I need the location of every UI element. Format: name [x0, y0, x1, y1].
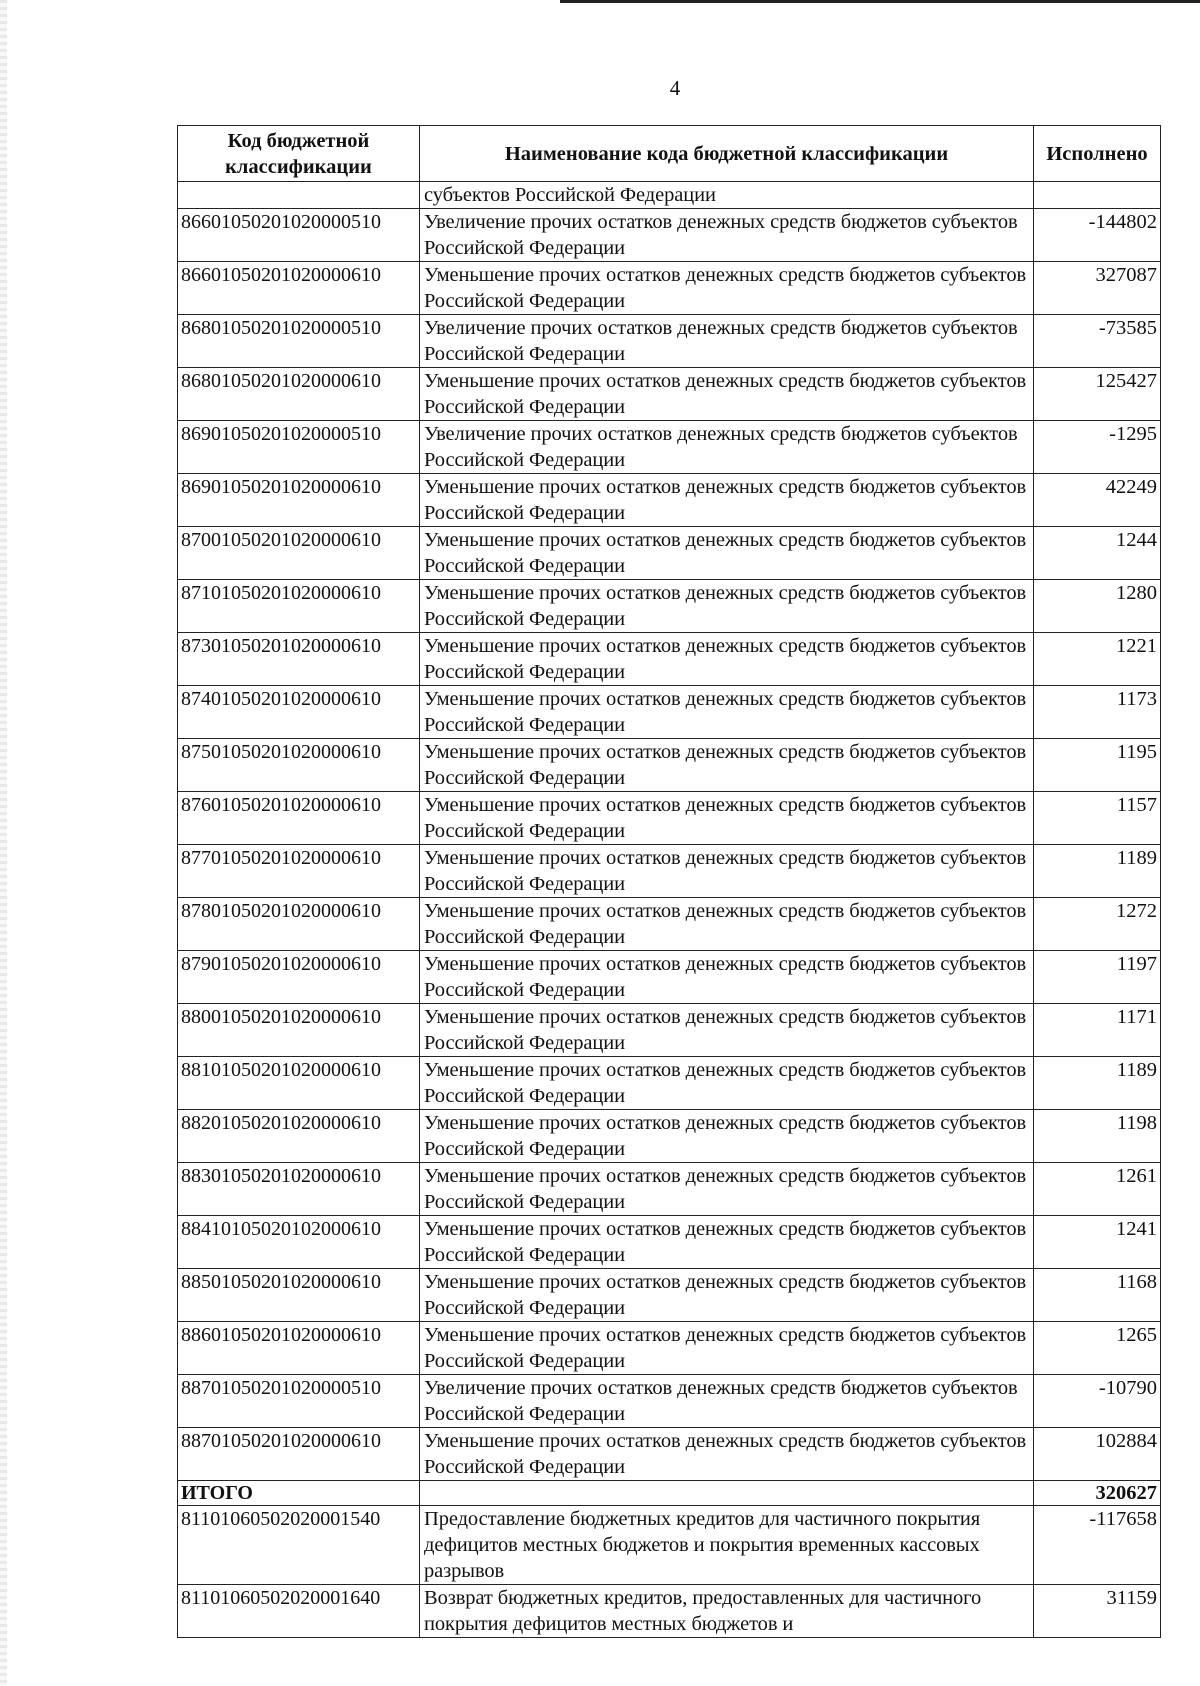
- amount-cell: 1244: [1034, 527, 1161, 580]
- amount-cell: 1241: [1034, 1216, 1161, 1269]
- table-row: [178, 421, 1161, 474]
- amount-cell: -1295: [1034, 421, 1161, 474]
- code-cell: 88501050201020000610: [178, 1269, 420, 1322]
- total-amount: 320627: [1034, 1481, 1161, 1506]
- code-cell: 86901050201020000610: [178, 474, 420, 527]
- code-cell: 87601050201020000610: [178, 792, 420, 845]
- scan-edge: [0, 0, 7, 1686]
- name-cell: Уменьшение прочих остатков денежных средств бюджетов субъектов Российской Федерации: [420, 474, 1034, 527]
- code-cell: 87801050201020000610: [178, 898, 420, 951]
- amount-cell: 1173: [1034, 686, 1161, 739]
- name-cell: Уменьшение прочих остатков денежных средств бюджетов субъектов Российской Федерации: [420, 1216, 1034, 1269]
- code-cell: 87101050201020000610: [178, 580, 420, 633]
- name-cell: Уменьшение прочих остатков денежных средств бюджетов субъектов Российской Федерации: [420, 1322, 1034, 1375]
- page-number: 4: [669, 76, 681, 100]
- table-body-after-total: [178, 1506, 1161, 1638]
- name-cell: Уменьшение прочих остатков денежных средств бюджетов субъектов Российской Федерации: [420, 1057, 1034, 1110]
- name-cell: Уменьшение прочих остатков денежных средств бюджетов субъектов Российской Федерации: [420, 527, 1034, 580]
- table-row: [178, 1004, 1161, 1057]
- amount-cell: 1171: [1034, 1004, 1161, 1057]
- table-row: [178, 739, 1161, 792]
- table-row: [178, 686, 1161, 739]
- header-code: Код бюджетной классификации: [178, 126, 420, 182]
- code-cell: 88410105020102000610: [178, 1216, 420, 1269]
- table-row: [178, 898, 1161, 951]
- name-cell: Предоставление бюджетных кредитов для частичного покрытия дефицитов местных бюджетов и покрытия временных кассовых разрывов: [420, 1506, 1034, 1585]
- amount-cell: 1168: [1034, 1269, 1161, 1322]
- amount-cell: 42249: [1034, 474, 1161, 527]
- table-header-row: [178, 126, 1161, 182]
- name-cell: Уменьшение прочих остатков денежных средств бюджетов субъектов Российской Федерации: [420, 1004, 1034, 1057]
- total-row: [178, 1481, 1161, 1506]
- table-row: [178, 262, 1161, 315]
- name-cell: Уменьшение прочих остатков денежных средств бюджетов субъектов Российской Федерации: [420, 845, 1034, 898]
- amount-cell: -144802: [1034, 209, 1161, 262]
- amount-cell: 1280: [1034, 580, 1161, 633]
- amount-cell: 31159: [1034, 1585, 1161, 1638]
- code-cell: 86601050201020000610: [178, 262, 420, 315]
- amount-cell: 1189: [1034, 1057, 1161, 1110]
- table-row: [178, 209, 1161, 262]
- table-row: [178, 633, 1161, 686]
- table-row: [178, 368, 1161, 421]
- code-cell: 88101050201020000610: [178, 1057, 420, 1110]
- code-cell: 87001050201020000610: [178, 527, 420, 580]
- amount-cell: -117658: [1034, 1506, 1161, 1585]
- code-cell: 87401050201020000610: [178, 686, 420, 739]
- table-row: [178, 1322, 1161, 1375]
- name-cell: Уменьшение прочих остатков денежных средств бюджетов субъектов Российской Федерации: [420, 686, 1034, 739]
- code-cell: [178, 182, 420, 209]
- table-row: [178, 1163, 1161, 1216]
- total-section: [178, 1481, 1161, 1506]
- scan-top-line: [560, 0, 1200, 3]
- table-row: [178, 1216, 1161, 1269]
- amount-cell: -10790: [1034, 1375, 1161, 1428]
- name-cell: Уменьшение прочих остатков денежных средств бюджетов субъектов Российской Федерации: [420, 580, 1034, 633]
- amount-cell: 1272: [1034, 898, 1161, 951]
- table-row: [178, 527, 1161, 580]
- amount-cell: 1221: [1034, 633, 1161, 686]
- name-cell: Уменьшение прочих остатков денежных средств бюджетов субъектов Российской Федерации: [420, 951, 1034, 1004]
- amount-cell: [1034, 182, 1161, 209]
- table-row: [178, 1375, 1161, 1428]
- table-row: [178, 792, 1161, 845]
- table-row: [178, 1585, 1161, 1638]
- header-executed: Исполнено: [1034, 126, 1161, 182]
- table-row: [178, 845, 1161, 898]
- name-cell: Уменьшение прочих остатков денежных средств бюджетов субъектов Российской Федерации: [420, 792, 1034, 845]
- total-name: [420, 1481, 1034, 1506]
- name-cell: Увеличение прочих остатков денежных средств бюджетов субъектов Российской Федерации: [420, 315, 1034, 368]
- amount-cell: 125427: [1034, 368, 1161, 421]
- amount-cell: 1195: [1034, 739, 1161, 792]
- name-cell: Уменьшение прочих остатков денежных средств бюджетов субъектов Российской Федерации: [420, 1163, 1034, 1216]
- amount-cell: 1198: [1034, 1110, 1161, 1163]
- name-cell: Увеличение прочих остатков денежных средств бюджетов субъектов Российской Федерации: [420, 1375, 1034, 1428]
- header-name: Наименование кода бюджетной классификации: [420, 126, 1034, 182]
- amount-cell: 102884: [1034, 1428, 1161, 1481]
- name-cell: субъектов Российской Федерации: [420, 182, 1034, 209]
- code-cell: 81101060502020001640: [178, 1585, 420, 1638]
- amount-cell: 1157: [1034, 792, 1161, 845]
- table-body: [178, 182, 1161, 1481]
- name-cell: Уменьшение прочих остатков денежных средств бюджетов субъектов Российской Федерации: [420, 739, 1034, 792]
- amount-cell: 1197: [1034, 951, 1161, 1004]
- name-cell: Уменьшение прочих остатков денежных средств бюджетов субъектов Российской Федерации: [420, 1110, 1034, 1163]
- code-cell: 88701050201020000510: [178, 1375, 420, 1428]
- name-cell: Увеличение прочих остатков денежных средств бюджетов субъектов Российской Федерации: [420, 421, 1034, 474]
- code-cell: 88001050201020000610: [178, 1004, 420, 1057]
- code-cell: 88301050201020000610: [178, 1163, 420, 1216]
- code-cell: 87501050201020000610: [178, 739, 420, 792]
- table-row: [178, 1269, 1161, 1322]
- code-cell: 86801050201020000610: [178, 368, 420, 421]
- name-cell: Уменьшение прочих остатков денежных средств бюджетов субъектов Российской Федерации: [420, 898, 1034, 951]
- budget-table: [177, 125, 1161, 1638]
- table-row: [178, 474, 1161, 527]
- code-cell: 88701050201020000610: [178, 1428, 420, 1481]
- table-row: [178, 1110, 1161, 1163]
- name-cell: Уменьшение прочих остатков денежных средств бюджетов субъектов Российской Федерации: [420, 1428, 1034, 1481]
- code-cell: 86601050201020000510: [178, 209, 420, 262]
- name-cell: Возврат бюджетных кредитов, предоставленных для частичного покрытия дефицитов местных бюджетов и: [420, 1585, 1034, 1638]
- name-cell: Уменьшение прочих остатков денежных средств бюджетов субъектов Российской Федерации: [420, 262, 1034, 315]
- table-row: [178, 182, 1161, 209]
- code-cell: 88201050201020000610: [178, 1110, 420, 1163]
- amount-cell: 1265: [1034, 1322, 1161, 1375]
- amount-cell: -73585: [1034, 315, 1161, 368]
- table-row: [178, 1428, 1161, 1481]
- table-row: [178, 951, 1161, 1004]
- total-label: ИТОГО: [178, 1481, 420, 1506]
- code-cell: 87301050201020000610: [178, 633, 420, 686]
- code-cell: 87701050201020000610: [178, 845, 420, 898]
- amount-cell: 1261: [1034, 1163, 1161, 1216]
- amount-cell: 327087: [1034, 262, 1161, 315]
- amount-cell: 1189: [1034, 845, 1161, 898]
- name-cell: Увеличение прочих остатков денежных средств бюджетов субъектов Российской Федерации: [420, 209, 1034, 262]
- table-row: [178, 315, 1161, 368]
- code-cell: 86801050201020000510: [178, 315, 420, 368]
- code-cell: 87901050201020000610: [178, 951, 420, 1004]
- code-cell: 88601050201020000610: [178, 1322, 420, 1375]
- table-row: [178, 1057, 1161, 1110]
- code-cell: 86901050201020000510: [178, 421, 420, 474]
- name-cell: Уменьшение прочих остатков денежных средств бюджетов субъектов Российской Федерации: [420, 633, 1034, 686]
- name-cell: Уменьшение прочих остатков денежных средств бюджетов субъектов Российской Федерации: [420, 1269, 1034, 1322]
- code-cell: 81101060502020001540: [178, 1506, 420, 1585]
- name-cell: Уменьшение прочих остатков денежных средств бюджетов субъектов Российской Федерации: [420, 368, 1034, 421]
- table-row: [178, 580, 1161, 633]
- table-row: [178, 1506, 1161, 1585]
